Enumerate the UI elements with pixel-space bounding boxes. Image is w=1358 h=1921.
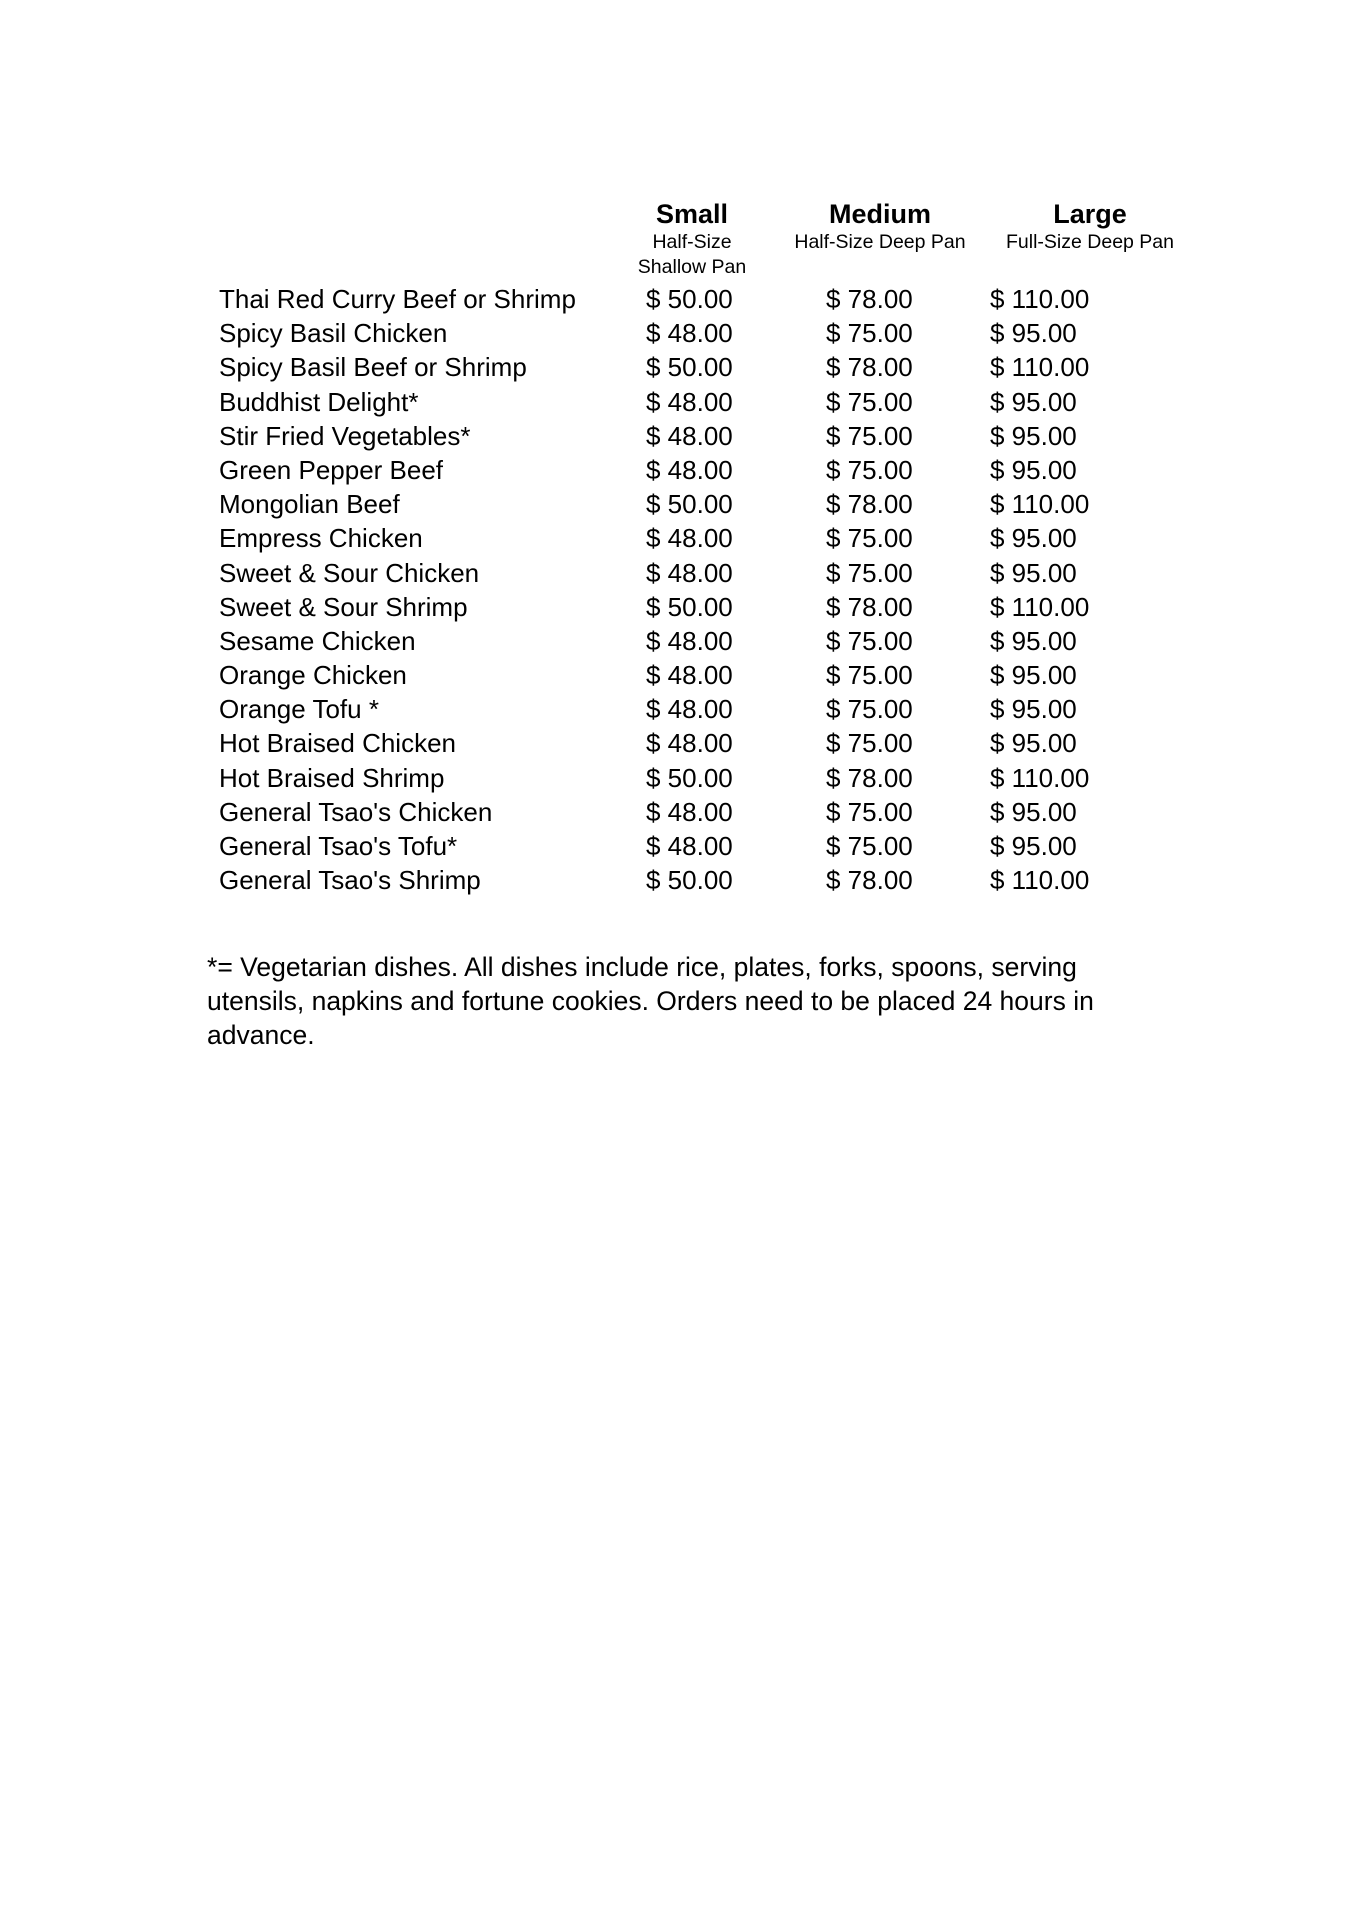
price-small: $ 48.00 bbox=[646, 796, 733, 827]
price-small: $ 48.00 bbox=[646, 694, 733, 725]
dish-name: Spicy Basil Chicken bbox=[219, 318, 448, 349]
dish-name: Buddhist Delight* bbox=[219, 386, 419, 417]
price-medium: $ 75.00 bbox=[826, 523, 913, 554]
price-small: $ 48.00 bbox=[646, 728, 733, 759]
dish-name: Green Pepper Beef bbox=[219, 454, 444, 485]
menu-row bbox=[0, 385, 1358, 419]
price-large: $ 110.00 bbox=[990, 352, 1090, 383]
menu-row bbox=[0, 316, 1358, 350]
price-large: $ 95.00 bbox=[990, 523, 1077, 554]
menu-row bbox=[0, 726, 1358, 760]
dish-name: Orange Chicken bbox=[219, 660, 407, 691]
price-large: $ 95.00 bbox=[990, 660, 1077, 691]
dish-name: General Tsao's Tofu* bbox=[219, 831, 458, 861]
price-medium: $ 75.00 bbox=[826, 454, 913, 485]
price-small: $ 48.00 bbox=[646, 420, 733, 451]
price-large: $ 110.00 bbox=[990, 284, 1090, 314]
price-small: $ 48.00 bbox=[646, 831, 733, 861]
dish-name: Mongolian Beef bbox=[219, 489, 400, 520]
menu-price-list bbox=[0, 282, 1358, 897]
menu-row bbox=[0, 453, 1358, 487]
dish-name: Sweet & Sour Chicken bbox=[219, 557, 480, 588]
menu-row bbox=[0, 863, 1358, 897]
menu-row bbox=[0, 350, 1358, 384]
menu-row bbox=[0, 761, 1358, 795]
price-medium: $ 75.00 bbox=[826, 796, 913, 827]
price-small: $ 48.00 bbox=[646, 454, 733, 485]
price-small: $ 48.00 bbox=[646, 318, 733, 349]
price-medium: $ 75.00 bbox=[826, 660, 913, 691]
price-medium: $ 75.00 bbox=[826, 318, 913, 349]
dish-name: Sesame Chicken bbox=[219, 625, 416, 656]
price-medium: $ 75.00 bbox=[826, 728, 913, 759]
price-large: $ 110.00 bbox=[990, 591, 1090, 622]
price-medium: $ 78.00 bbox=[826, 591, 913, 622]
menu-row bbox=[0, 658, 1358, 692]
pan-label-large: Full-Size Deep Pan bbox=[1006, 231, 1174, 253]
price-medium: $ 75.00 bbox=[826, 386, 913, 417]
price-medium: $ 78.00 bbox=[826, 865, 913, 896]
price-large: $ 110.00 bbox=[990, 865, 1090, 896]
menu-row bbox=[0, 590, 1358, 624]
menu-row bbox=[0, 795, 1358, 829]
price-medium: $ 78.00 bbox=[826, 284, 913, 314]
menu-row bbox=[0, 521, 1358, 555]
price-large: $ 95.00 bbox=[990, 728, 1077, 759]
price-medium: $ 75.00 bbox=[826, 557, 913, 588]
pan-label-small: Half-Size Shallow Pan bbox=[637, 231, 747, 278]
price-large: $ 95.00 bbox=[990, 557, 1077, 588]
column-header-large bbox=[980, 198, 1200, 255]
footnote: *= Vegetarian dishes. All dishes include rice, plates, forks, spoons, serving utensils, napkins and fortune cookies. Orders need to be placed 24 hours in advance. bbox=[207, 952, 1094, 1050]
price-small: $ 48.00 bbox=[646, 523, 733, 554]
price-small: $ 48.00 bbox=[646, 557, 733, 588]
size-label-large: Large bbox=[1053, 199, 1127, 229]
dish-name: Hot Braised Chicken bbox=[219, 728, 456, 759]
price-medium: $ 75.00 bbox=[826, 625, 913, 656]
price-small: $ 48.00 bbox=[646, 625, 733, 656]
column-header-medium bbox=[775, 198, 985, 255]
dish-name: Orange Tofu * bbox=[219, 694, 379, 725]
dish-name: Spicy Basil Beef or Shrimp bbox=[219, 352, 527, 383]
dish-name: General Tsao's Shrimp bbox=[219, 865, 481, 896]
price-medium: $ 75.00 bbox=[826, 420, 913, 451]
price-large: $ 95.00 bbox=[990, 831, 1077, 861]
price-small: $ 50.00 bbox=[646, 762, 733, 793]
price-large: $ 95.00 bbox=[990, 694, 1077, 725]
price-medium: $ 75.00 bbox=[826, 694, 913, 725]
dish-name: Empress Chicken bbox=[219, 523, 423, 554]
price-small: $ 50.00 bbox=[646, 489, 733, 520]
menu-row bbox=[0, 419, 1358, 453]
pan-label-medium: Half-Size Deep Pan bbox=[794, 231, 966, 253]
column-header-small bbox=[612, 198, 772, 280]
price-small: $ 48.00 bbox=[646, 660, 733, 691]
menu-row bbox=[0, 624, 1358, 658]
price-medium: $ 78.00 bbox=[826, 352, 913, 383]
price-large: $ 95.00 bbox=[990, 625, 1077, 656]
price-medium: $ 78.00 bbox=[826, 489, 913, 520]
dish-name: Hot Braised Shrimp bbox=[219, 762, 445, 793]
price-large: $ 95.00 bbox=[990, 796, 1077, 827]
price-small: $ 50.00 bbox=[646, 284, 733, 314]
price-medium: $ 75.00 bbox=[826, 831, 913, 861]
price-small: $ 50.00 bbox=[646, 352, 733, 383]
price-large: $ 95.00 bbox=[990, 318, 1077, 349]
price-large: $ 95.00 bbox=[990, 454, 1077, 485]
menu-row bbox=[0, 556, 1358, 590]
price-large: $ 110.00 bbox=[990, 762, 1090, 793]
menu-row bbox=[0, 282, 1358, 316]
size-label-medium: Medium bbox=[828, 199, 931, 229]
price-medium: $ 78.00 bbox=[826, 762, 913, 793]
price-small: $ 50.00 bbox=[646, 591, 733, 622]
price-small: $ 48.00 bbox=[646, 386, 733, 417]
dish-name: Stir Fried Vegetables* bbox=[219, 420, 471, 451]
menu-row bbox=[0, 692, 1358, 726]
menu-row bbox=[0, 487, 1358, 521]
dish-name: General Tsao's Chicken bbox=[219, 796, 493, 827]
price-small: $ 50.00 bbox=[646, 865, 733, 896]
menu-row bbox=[0, 829, 1358, 863]
dish-name: Thai Red Curry Beef or Shrimp bbox=[219, 284, 576, 314]
price-large: $ 95.00 bbox=[990, 420, 1077, 451]
price-large: $ 95.00 bbox=[990, 386, 1077, 417]
size-label-small: Small bbox=[655, 199, 729, 229]
dish-name: Sweet & Sour Shrimp bbox=[219, 591, 468, 622]
price-large: $ 110.00 bbox=[990, 489, 1090, 520]
